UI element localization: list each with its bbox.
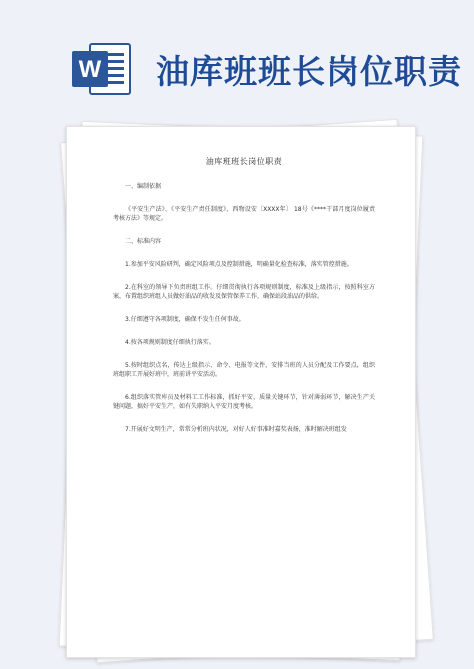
paragraph: 《平安生产法》、《平安生产责任制度》，西物设安〔XXXX年〕 18号《****干部月度岗位履责考核方法》等规定。 bbox=[113, 206, 375, 222]
document-preview bbox=[60, 126, 420, 662]
header-banner bbox=[0, 0, 474, 118]
list-item: 4.按各项规则制度仔细执行落实。 bbox=[125, 339, 215, 346]
section-heading: 二、标准内容 bbox=[125, 238, 162, 245]
list-item: 7.开展好文明生产，常常分析班内状况，对好人好事准时嘉奖表扬，准时解决班组发 bbox=[125, 426, 347, 433]
list-item: 5.按时组织点名，传达上级指示、命令、电报等文件，安排当班的人员分配及工作要点，组织班组职工开展好班中，班前讲平安活动。 bbox=[113, 362, 375, 378]
list-item: 6.组织落实管库员及材料工工作标准，抓好平安、质量关键环节，针对薄弱环节，解决生产关键问题，搞好平安生产，如有失职纳入平安月度考核。 bbox=[113, 394, 375, 410]
word-icon-letter: W bbox=[78, 56, 102, 83]
document-page bbox=[66, 126, 416, 658]
section-heading: 一、编制依据 bbox=[125, 183, 162, 190]
document-body bbox=[113, 157, 375, 447]
list-item: 2.在科室的领导下负责班组工作。仔细贯彻执行各项规则制度，标准及上级指示，按照科室方案，布置组织班组人员做好油品的收发及保管保养工作，确保站段油品的供给。 bbox=[113, 284, 375, 300]
list-item: 3.仔细遵守各项制度，确保不发生任何事故。 bbox=[125, 316, 245, 323]
list-item: 1.参加平安风险研判，确定风险项点及控制措施，明确量化检查标准，落实管控措施。 bbox=[125, 261, 353, 268]
page-title: 油库班班长岗位职责 bbox=[156, 52, 462, 91]
word-document-icon bbox=[70, 40, 132, 98]
document-title: 油库班班长岗位职责 bbox=[205, 157, 283, 166]
